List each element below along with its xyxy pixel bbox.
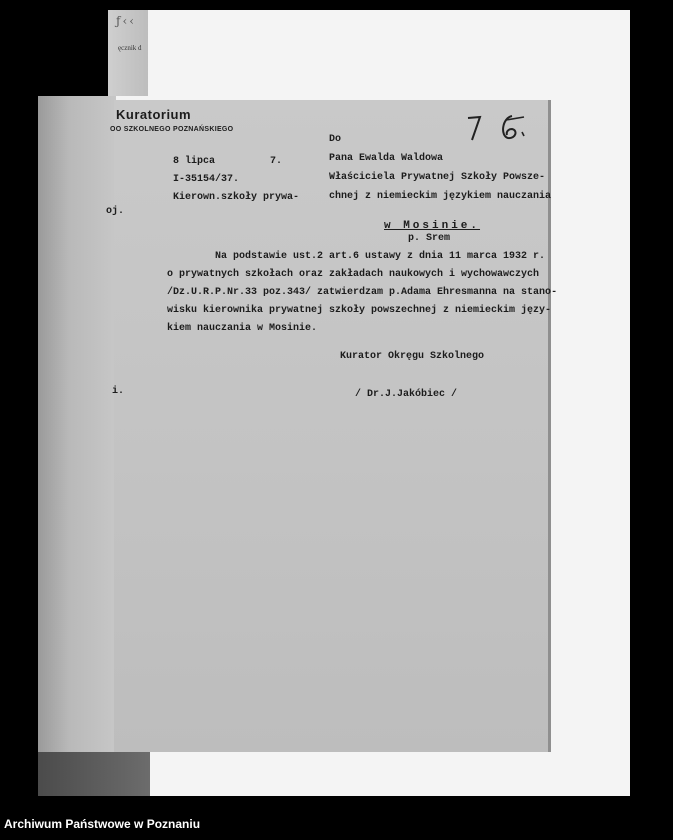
addressee-name: Pana Ewalda Waldowa bbox=[329, 153, 444, 164]
left-page-strip-shadow bbox=[38, 752, 150, 796]
addressee-post: p. Srem bbox=[408, 233, 451, 244]
handwritten-number bbox=[462, 112, 532, 148]
archive-footer: Archiwum Państwowe w Poznaniu bbox=[4, 817, 201, 831]
letter-subject-continued: oj. bbox=[106, 206, 125, 217]
letter-date-suffix: 7. bbox=[270, 156, 283, 167]
body-line-2: o prywatnych szkołach oraz zakładach naukowych i wychowawczych bbox=[167, 269, 540, 280]
letter-date: 8 lipca bbox=[173, 156, 216, 167]
margin-mark: i. bbox=[112, 386, 125, 397]
addressee-place: w Mosinie. bbox=[384, 220, 481, 232]
body-line-4: wisku kierownika prywatnej szkoły powszechnej z niemieckim języ- bbox=[167, 305, 552, 316]
addressee-role-line2: chnej z niemieckim językiem nauczania bbox=[329, 191, 552, 202]
signature-name: / Dr.J.Jakóbiec / bbox=[355, 389, 458, 400]
letterhead-subtitle: OO SZKOLNEGO POZNAŃSKIEGO bbox=[110, 126, 234, 133]
body-line-5: kiem nauczania w Mosinie. bbox=[167, 323, 318, 334]
signature-title: Kurator Okręgu Szkolnego bbox=[340, 351, 485, 362]
addressee-to: Do bbox=[329, 134, 342, 145]
left-page-strip bbox=[38, 96, 116, 752]
body-line-1: Na podstawie ust.2 art.6 ustawy z dnia 11 marca 1932 r. bbox=[215, 251, 546, 262]
body-line-3: /Dz.U.R.P.Nr.33 poz.343/ zatwierdzam p.Adama Ehresmanna na stano- bbox=[167, 287, 558, 298]
back-sheet-label: ęcznik d bbox=[118, 44, 142, 52]
addressee-role-line1: Właściciela Prywatnej Szkoły Powsze- bbox=[329, 172, 546, 183]
letterhead-title: Kuratorium bbox=[116, 107, 192, 122]
letter-subject: Kierown.szkoły prywa- bbox=[173, 192, 300, 203]
letter-reference: I-35154/37. bbox=[173, 174, 240, 185]
back-sheet-mark: ƒ‹‹ bbox=[116, 14, 137, 28]
